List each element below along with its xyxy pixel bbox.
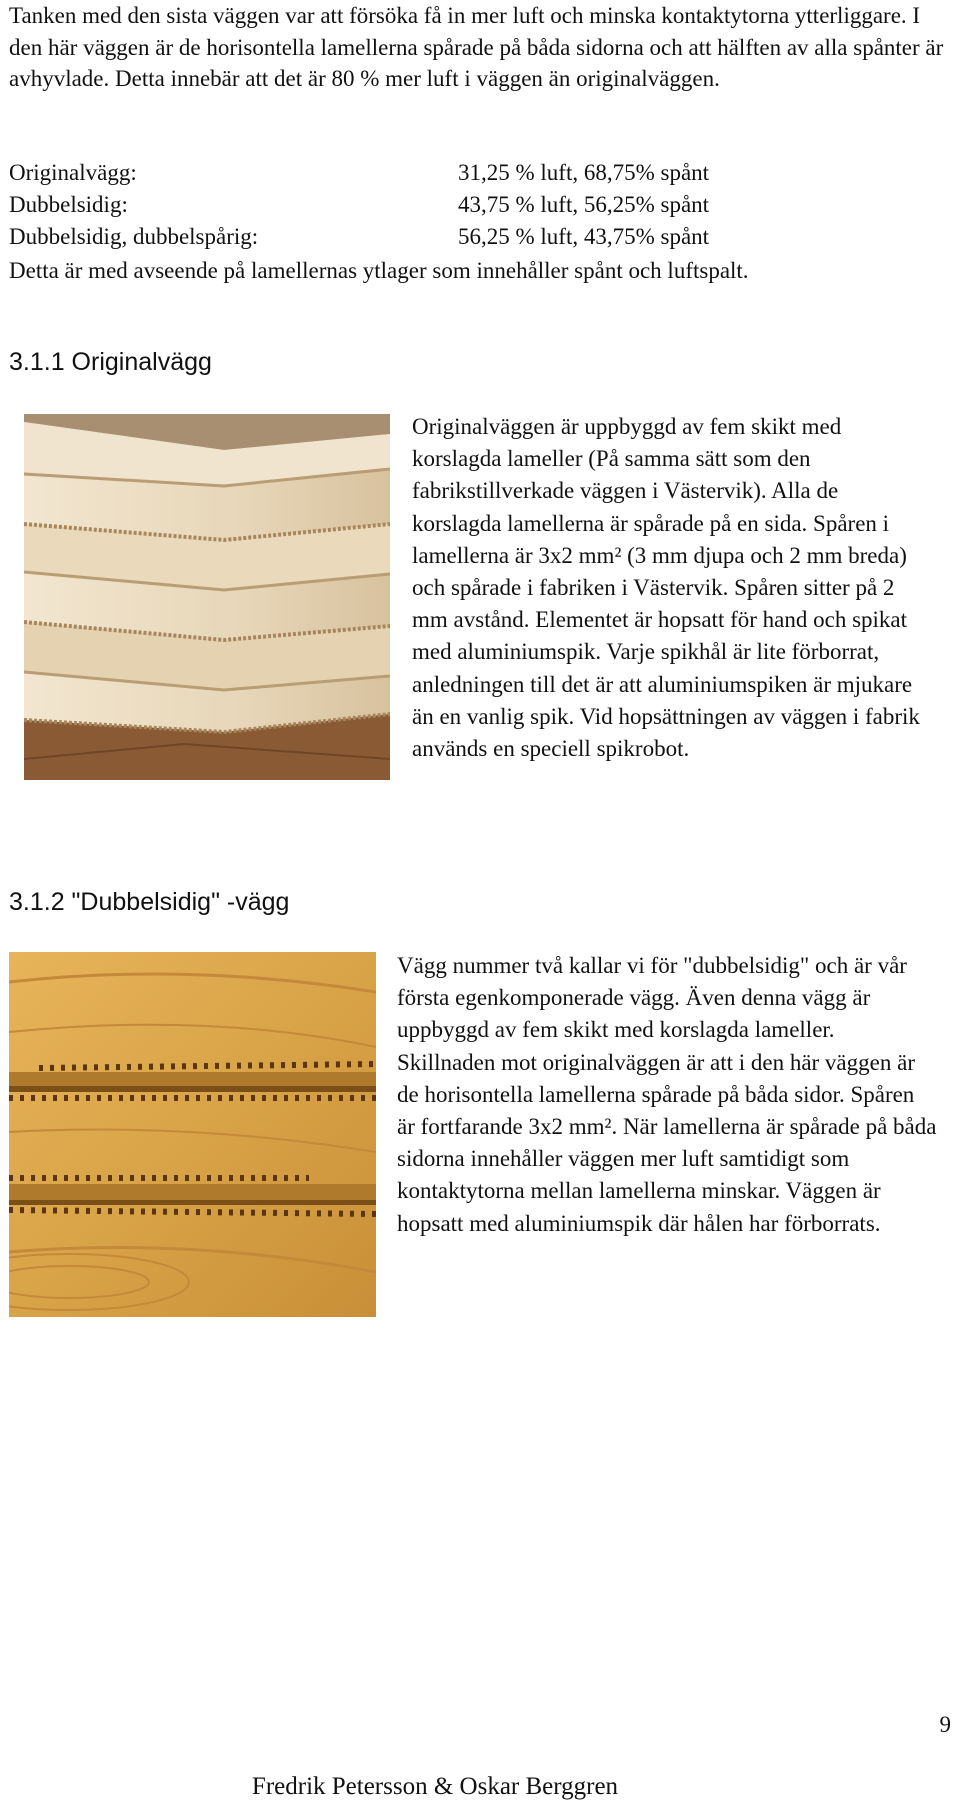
ratio-value: 31,25 % luft, 68,75% spånt — [458, 160, 710, 185]
section-text-dubbelsidig: Vägg nummer två kallar vi för "dubbelsidig" och är vår första egenkomponerade vägg. Även denna vägg är uppbyggd av fem skikt med korslagda lameller. Skillnaden mot originalväggen är att i den här väggen är de horisontella lamellerna spårade på båda sidor. Spåren är fortfarande 3x2 mm². När lamellerna är spårade på båda sidorna innehåller väggen mer luft samtidigt som kontaktytorna mellan lamellerna minskar. Väggen är hopsatt med aluminiumspik där hålen har förborrats. — [397, 953, 937, 1236]
section-heading-dubbelsidig: 3.1.2 "Dubbelsidig" -vägg — [9, 888, 290, 916]
section-text-originalvagg: Originalväggen är uppbyggd av fem skikt med korslagda lameller (På samma sätt som den fabrikstillverkade väggen i Västervik). Alla de korslagda lamellerna är spårade på en sida. Spåren i lamellerna är 3x2 mm² (3 mm djupa och 2 mm breda) och spårade i fabriken i Västervik. Spåren sitter på 2 mm avstånd. Elementet är hopsatt för hand och spikat med aluminiumspik. Varje spikhål är lite förborrat, anledningen till det är att aluminiumspiken är mjukare än en vanlig spik. Vid hopsättningen av väggen i fabrik används en speciell spikrobot. — [412, 414, 920, 762]
ratio-value: 43,75 % luft, 56,25% spånt — [458, 192, 710, 217]
photo-double-sided-wall — [9, 952, 376, 1317]
photo-original-wall — [24, 414, 390, 780]
ratio-label: Dubbelsidig, dubbelspårig: — [9, 224, 259, 249]
ratio-label: Dubbelsidig: — [9, 192, 128, 217]
ratio-value: 56,25 % luft, 43,75% spånt — [458, 224, 710, 249]
ratio-row-dubbelsidig — [9, 189, 949, 221]
ratio-row-originalvagg — [9, 157, 949, 189]
air-ratio-table — [9, 157, 949, 253]
ratio-note: Detta är med avseende på lamellernas ytlager som innehåller spånt och luftspalt. — [9, 258, 749, 283]
ratio-label: Originalvägg: — [9, 160, 137, 185]
page-number: 9 — [939, 1712, 951, 1737]
intro-paragraph: Tanken med den sista väggen var att försöka få in mer luft och minska kontaktytorna ytterliggare. I den här väggen är de horisontella lamellerna spårade på båda sidorna och att hälften av alla spånter är avhyvlade. Detta innebär att det är 80 % mer luft i väggen än originalväggen. — [9, 3, 944, 91]
footer-authors: Fredrik Petersson & Oskar Berggren — [251, 1773, 619, 1800]
ratio-row-dubbelsparig — [9, 221, 949, 253]
section-heading-originalvagg: 3.1.1 Originalvägg — [9, 348, 212, 376]
